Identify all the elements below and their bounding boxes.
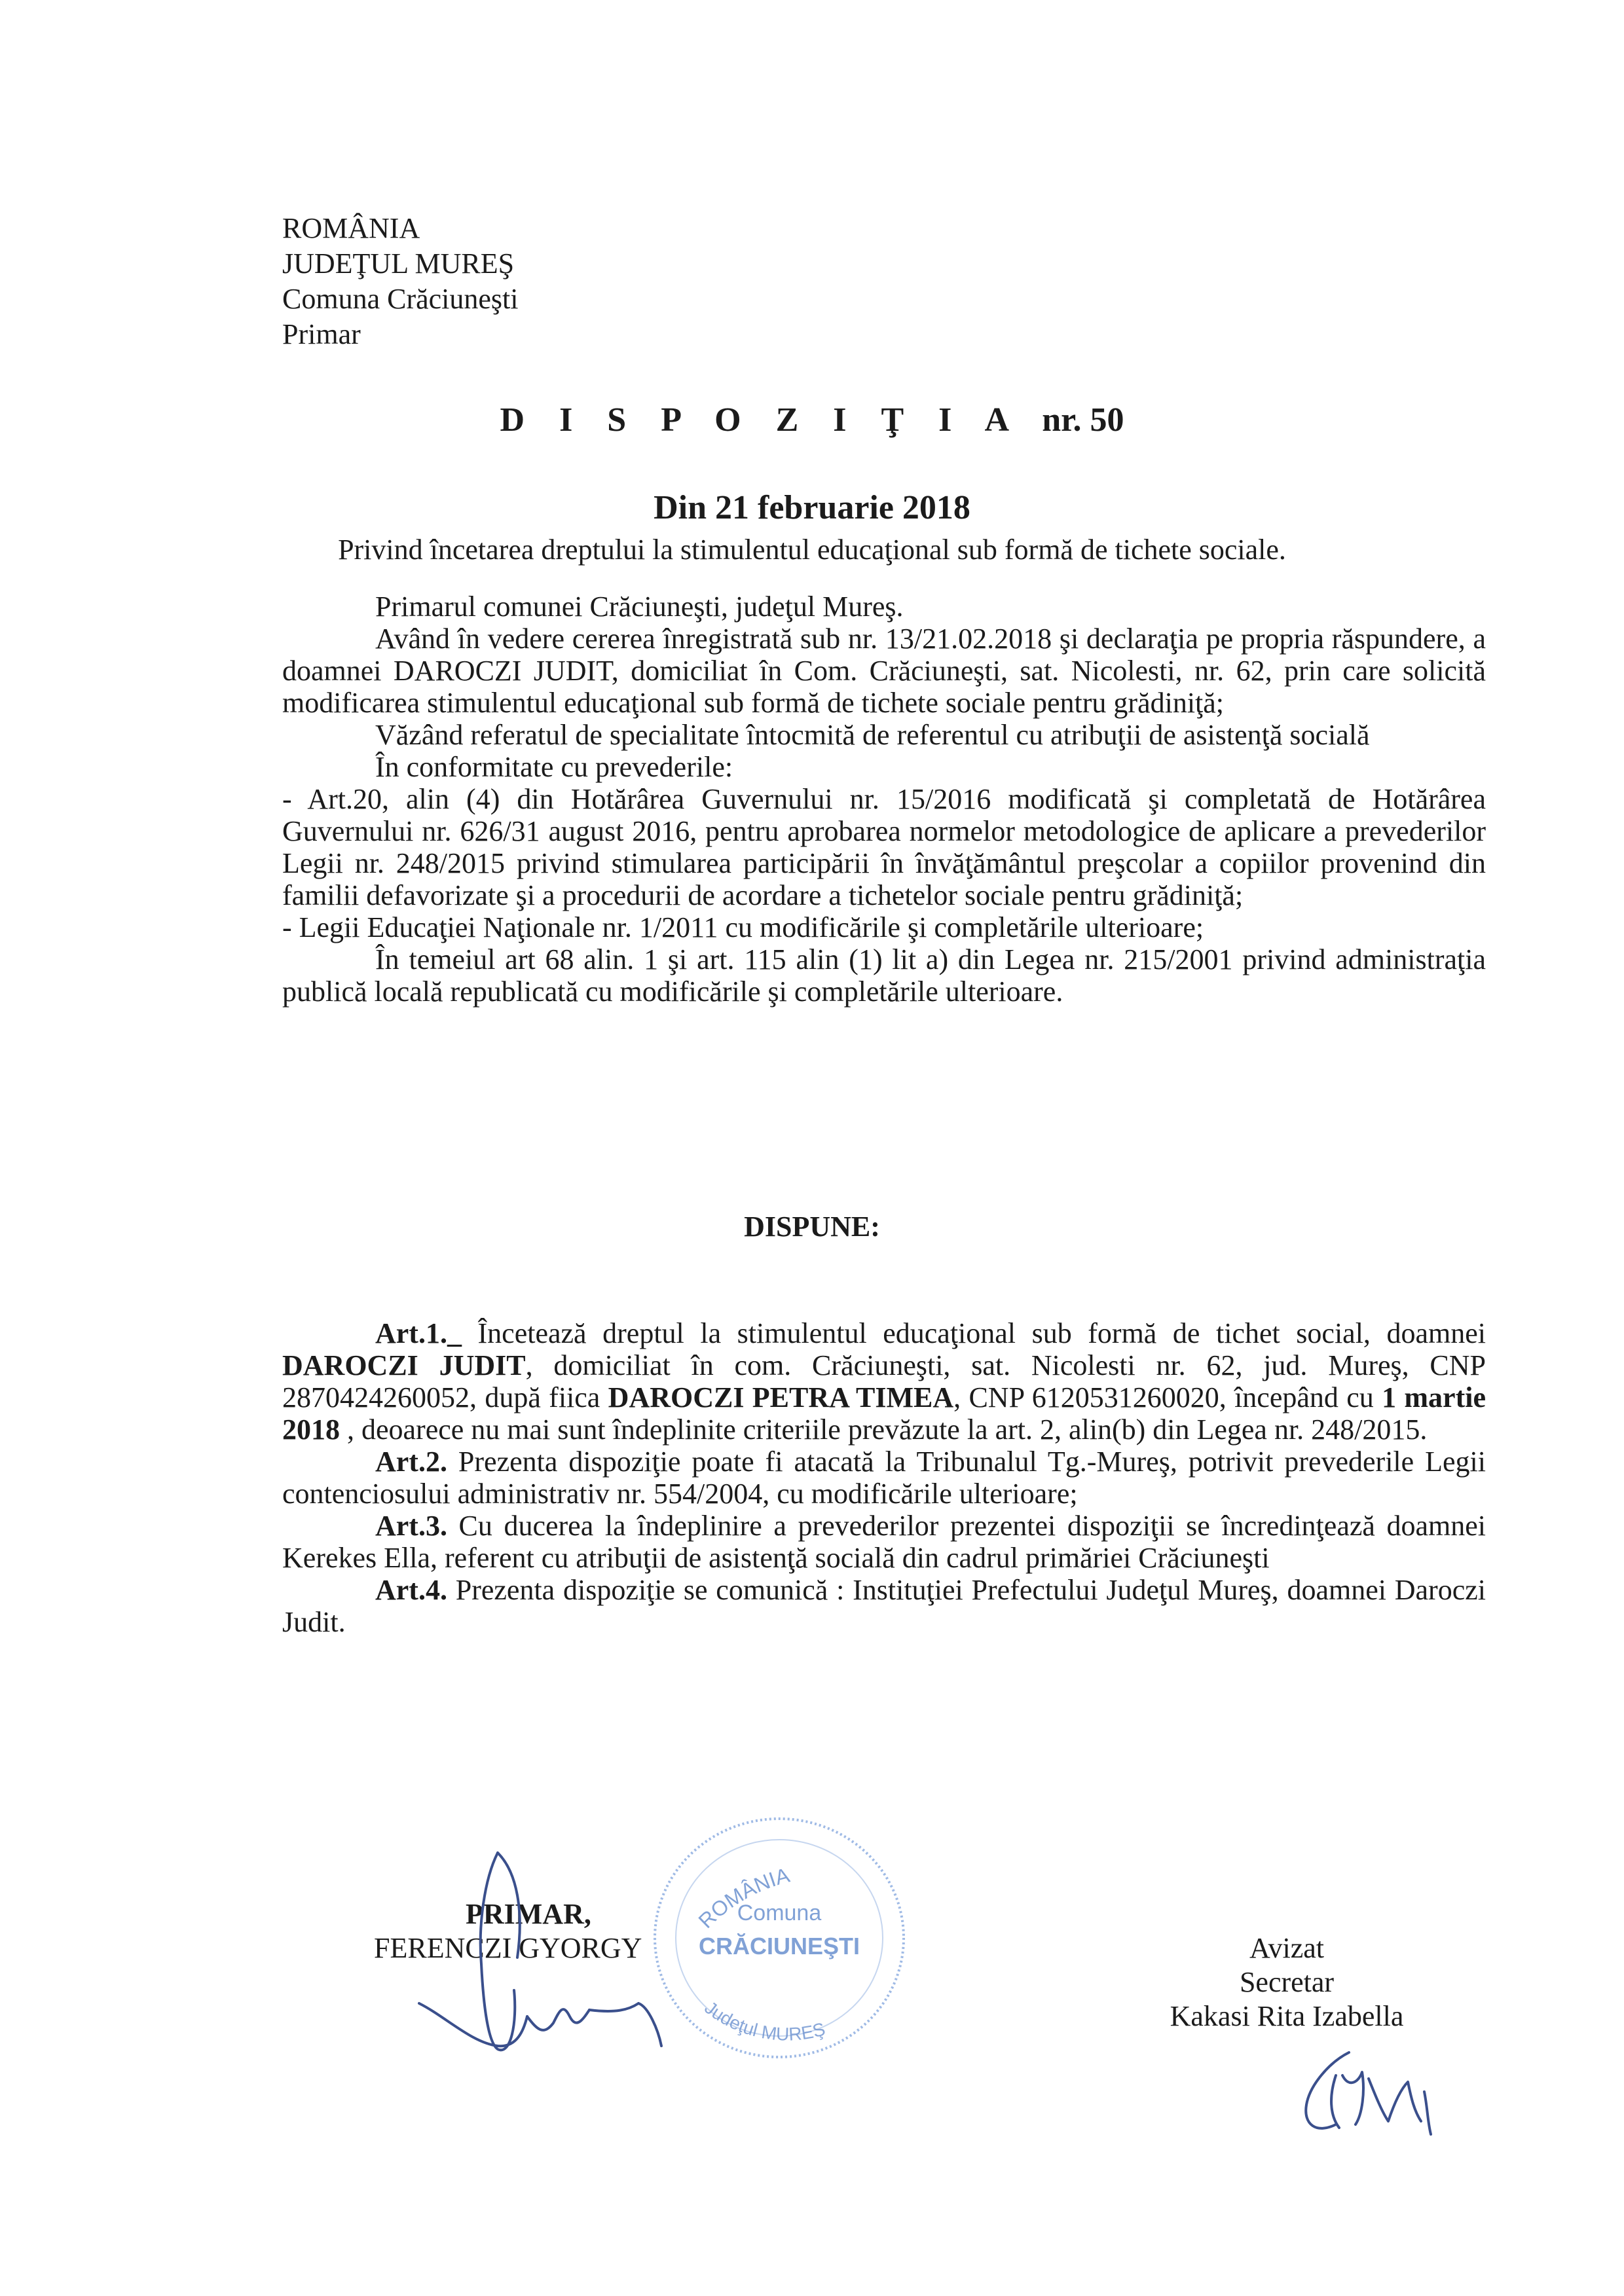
secretary-handwritten-signature — [1306, 2052, 1431, 2134]
consideration-report: Văzând referatul de specialitate întocmită de referentul cu atribuţii de asistenţă socială — [375, 719, 1370, 751]
stamp-bottom-text: Judeţul MUREŞ — [701, 1997, 828, 2045]
article-2-text: Prezenta dispoziţie poate fi atacată la Tribunalul Tg.-Mureş, potrivit prevederile Legii contenciosului administrativ nr. 554/2004, cu modificările ulterioare; — [282, 1446, 1486, 1510]
article-1-beneficiary: DAROCZI JUDIT — [282, 1349, 526, 1381]
article-1-start-date: 1 martie 2018 — [282, 1381, 1486, 1446]
article-2-label: Art.2. — [375, 1446, 447, 1478]
title-word: D I S P O Z I Ţ I A — [500, 401, 1021, 439]
article-1-text-4: , deoarece nu mai sunt îndeplinite criteriile prevăzute la art. 2, alin(b) din Legea nr. 248/2015. — [340, 1413, 1428, 1446]
document-date: Din 21 februarie 2018 — [654, 489, 970, 526]
article-1-child: DAROCZI PETRA TIMEA — [608, 1381, 954, 1413]
secretary-approved: Avizat — [1249, 1932, 1325, 1964]
article-1-text-2: , domiciliat în com. Crăciuneşti, sat. Nicolesti nr. 62, jud. Mureş, CNP 2870424260052, după fiica — [282, 1349, 1486, 1413]
document-subject: Privind încetarea dreptului la stimulentul educaţional sub formă de tichete sociale. — [338, 534, 1286, 566]
stamp-top-text: ROMÂNIA — [693, 1863, 792, 1933]
consideration-conformity: În conformitate cu prevederile: — [375, 751, 733, 783]
consideration-request: Având în vedere cererea înregistrată sub nr. 13/21.02.2018 şi declaraţia pe propria răspundere, a doamnei DAROCZI JUDIT, domiciliat în Com. Crăciuneşti, sat. Nicolesti, nr. 62, prin care solicită modificarea stimulentul educaţional sub formă de tichete sociale pentru grădiniţă; — [282, 623, 1486, 719]
consideration-legal-basis: În temeiul art 68 alin. 1 şi art. 115 alin (1) lit a) din Legea nr. 215/2001 privind administraţia publică locală republicată cu modificările şi completările ulterioare. — [282, 943, 1486, 1008]
article-1-text-1: Încetează dreptul la stimulentul educaţional sub formă de tichet social, doamnei — [461, 1317, 1486, 1349]
mayor-name: FERENCZI GYORGY — [374, 1932, 642, 1964]
header-country: ROMÂNIA — [282, 212, 420, 244]
stamp-middle-2: CRĂCIUNEŞTI — [698, 1933, 860, 1959]
dispune-heading: DISPUNE: — [744, 1211, 880, 1243]
secretary-role: Secretar — [1239, 1966, 1335, 1998]
secretary-name: Kakasi Rita Izabella — [1170, 2000, 1404, 2032]
article-4-text: Prezenta dispoziţie se comunică : Instituţiei Prefectului Judeţul Mureş, doamnei Daroczi Judit. — [282, 1574, 1486, 1638]
consideration-art20: - Art.20, alin (4) din Hotărârea Guvernului nr. 15/2016 modificată şi completată de Hotărârea Guvernului nr. 626/31 august 2016, pentru aprobarea normelor metodologice de aplicare a prevederilor Legii nr. 248/2015 privind stimularea participării în învăţământul preşcolar a copiilor provenind din familii defavorizate şi a procedurii de acordare a tichetelor sociale pentru grădiniţă; — [282, 783, 1486, 911]
article-1-text-3: , CNP 6120531260020, începând cu — [953, 1381, 1382, 1413]
title-number: nr. 50 — [1042, 401, 1124, 439]
article-3-label: Art.3. — [375, 1510, 447, 1542]
article-1-label: Art.1._ — [375, 1317, 462, 1349]
mayor-handwritten-signature — [419, 1853, 661, 2050]
header-county: JUDEŢUL MUREŞ — [282, 247, 515, 280]
header-commune: Comuna Crăciuneşti — [282, 283, 519, 315]
header-office: Primar — [282, 318, 361, 350]
consideration-mayor: Primarul comunei Crăciuneşti, judeţul Mureş. — [375, 591, 904, 623]
stamp-middle-1: Comuna — [737, 1901, 822, 1925]
article-3-text: Cu ducerea la îndeplinire a prevederilor prezentei dispoziţii se încredinţează doamnei Kerekes Ella, referent cu atribuţii de asistenţă socială din cadrul primăriei Crăciuneşti — [282, 1510, 1486, 1574]
consideration-education-law: - Legii Educaţiei Naţionale nr. 1/2011 cu modificările şi completările ulterioare; — [282, 911, 1204, 943]
article-4-label: Art.4. — [375, 1574, 447, 1606]
mayor-role: PRIMAR, — [466, 1898, 591, 1930]
